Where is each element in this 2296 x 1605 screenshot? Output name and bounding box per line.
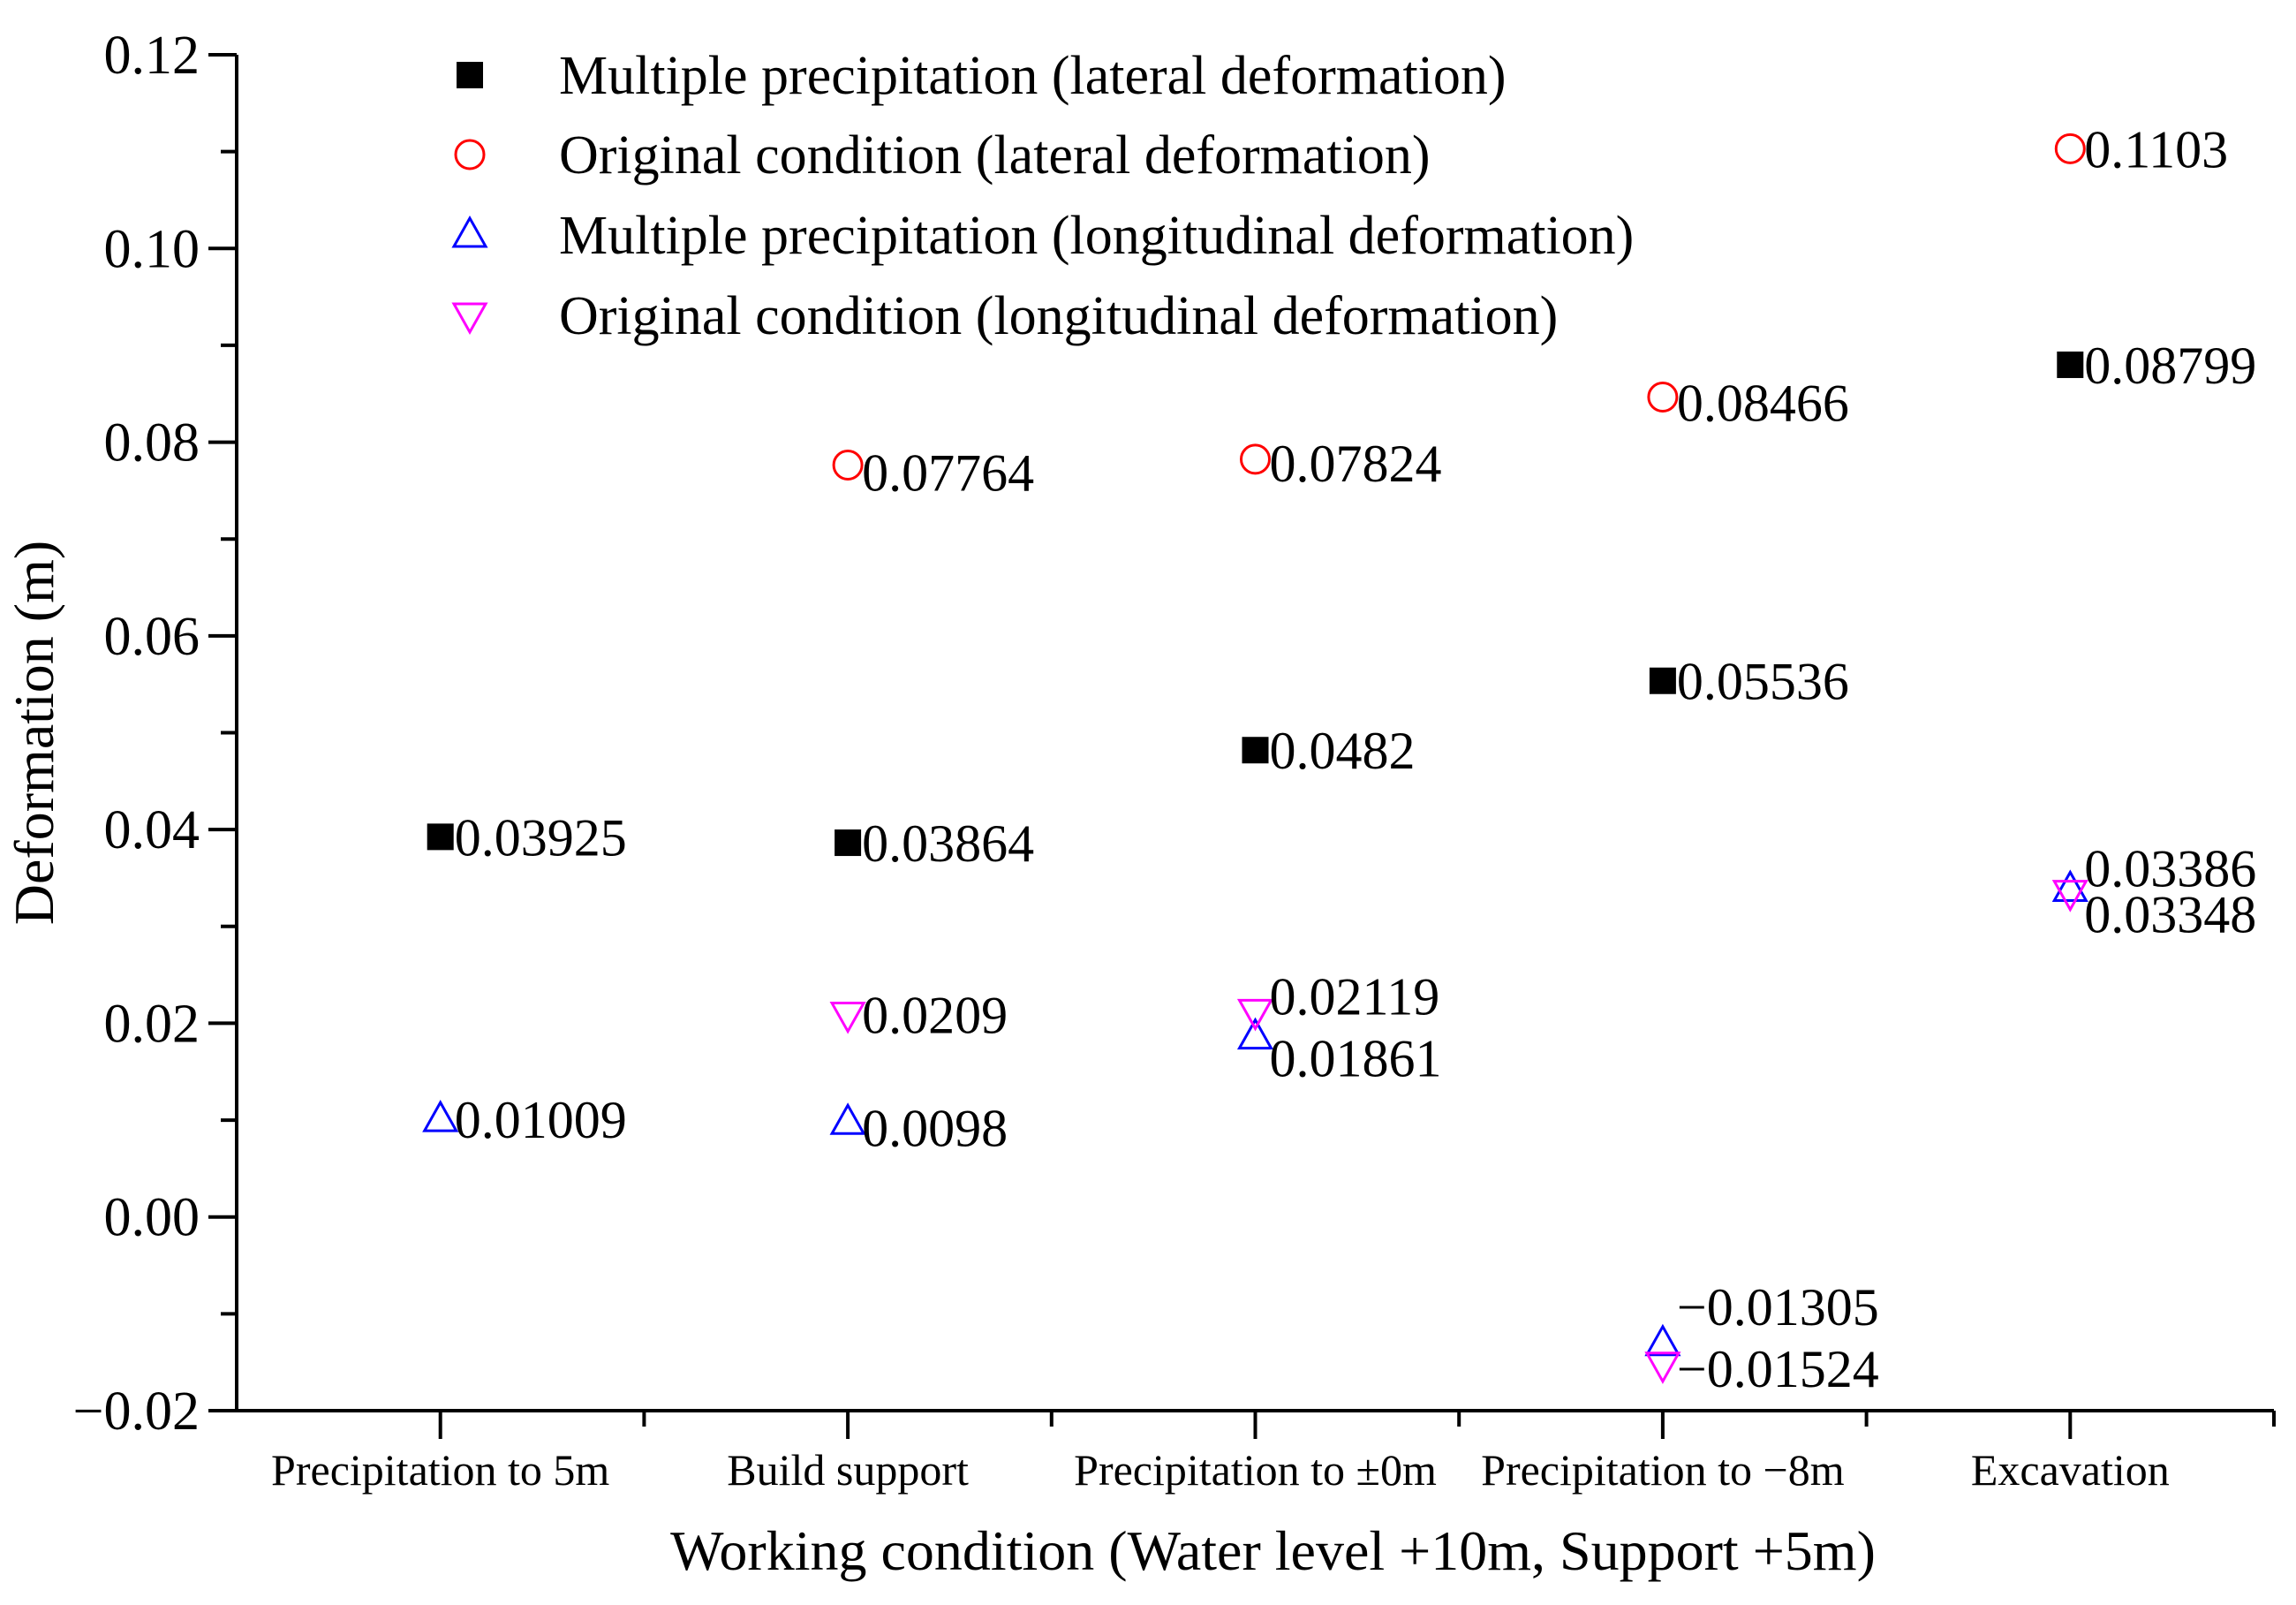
y-tick-label: 0.04 bbox=[103, 800, 200, 861]
data-point bbox=[832, 1003, 864, 1032]
y-tick-label: 0.00 bbox=[103, 1187, 200, 1248]
data-point bbox=[425, 1102, 457, 1131]
data-label: 0.05536 bbox=[1676, 652, 1849, 711]
data-point bbox=[2054, 882, 2086, 910]
y-tick-label: −0.02 bbox=[72, 1382, 200, 1442]
data-point bbox=[2057, 352, 2083, 378]
data-label: 0.08466 bbox=[1676, 374, 1849, 433]
data-label: 0.07764 bbox=[862, 443, 1035, 503]
data-point bbox=[1240, 1020, 1272, 1049]
x-tick-label: Excavation bbox=[1970, 1445, 2170, 1495]
data-point bbox=[1240, 1000, 1272, 1028]
legend-marker bbox=[454, 218, 486, 246]
data-label: 0.1103 bbox=[2084, 120, 2229, 179]
data-point bbox=[1242, 445, 1270, 473]
data-label: 0.0098 bbox=[862, 1099, 1008, 1158]
legend-marker bbox=[456, 140, 484, 169]
data-label: 0.03348 bbox=[2084, 885, 2257, 944]
x-tick-label: Precipitation to 5m bbox=[271, 1445, 610, 1495]
legend-entry: Original condition (lateral deformation) bbox=[559, 125, 1431, 185]
legend-entry: Multiple precipitation (lateral deformation) bbox=[559, 46, 1507, 106]
y-axis-title: Deformation (m) bbox=[3, 540, 65, 926]
legend-entry: Original condition (longitudinal deformation) bbox=[559, 286, 1559, 346]
data-point bbox=[834, 450, 862, 479]
legend-entry: Multiple precipitation (longitudinal deformation) bbox=[559, 206, 1635, 266]
data-label: 0.02119 bbox=[1269, 967, 1440, 1026]
legend-marker bbox=[457, 62, 483, 88]
data-point bbox=[2054, 872, 2086, 900]
data-point bbox=[2056, 134, 2084, 163]
x-axis-title: Working condition (Water level +10m, Support +5m) bbox=[670, 1519, 1876, 1582]
x-tick-label: Build support bbox=[727, 1445, 969, 1495]
data-label: 0.07824 bbox=[1269, 434, 1442, 493]
data-point bbox=[1650, 668, 1676, 694]
data-point bbox=[835, 829, 861, 856]
y-tick-label: 0.08 bbox=[103, 413, 200, 473]
data-label: −0.01524 bbox=[1676, 1339, 1879, 1398]
y-tick-label: 0.06 bbox=[103, 606, 200, 667]
data-label: 0.08799 bbox=[2084, 336, 2257, 395]
data-label: 0.01861 bbox=[1269, 1029, 1442, 1088]
x-tick-label: Precipitation to ±0m bbox=[1074, 1445, 1437, 1495]
data-point bbox=[832, 1105, 864, 1133]
data-label: 0.0209 bbox=[862, 986, 1008, 1045]
data-label: 0.03925 bbox=[454, 808, 627, 867]
legend-marker bbox=[454, 304, 486, 332]
data-label: 0.01009 bbox=[454, 1091, 627, 1150]
data-point bbox=[427, 823, 454, 850]
y-tick-label: 0.10 bbox=[103, 219, 200, 280]
data-label: 0.0482 bbox=[1269, 722, 1416, 781]
legend bbox=[454, 46, 1634, 346]
data-point bbox=[1649, 382, 1677, 411]
y-tick-label: 0.12 bbox=[103, 26, 200, 86]
x-tick-label: Precipitation to −8m bbox=[1481, 1445, 1845, 1495]
y-tick-label: 0.02 bbox=[103, 994, 200, 1055]
data-point bbox=[1647, 1353, 1679, 1382]
data-label: 0.03386 bbox=[2084, 839, 2257, 898]
data-label: 0.03864 bbox=[862, 814, 1035, 874]
data-label: −0.01305 bbox=[1676, 1277, 1879, 1336]
data-point bbox=[1242, 737, 1269, 763]
data-point bbox=[1647, 1327, 1679, 1355]
